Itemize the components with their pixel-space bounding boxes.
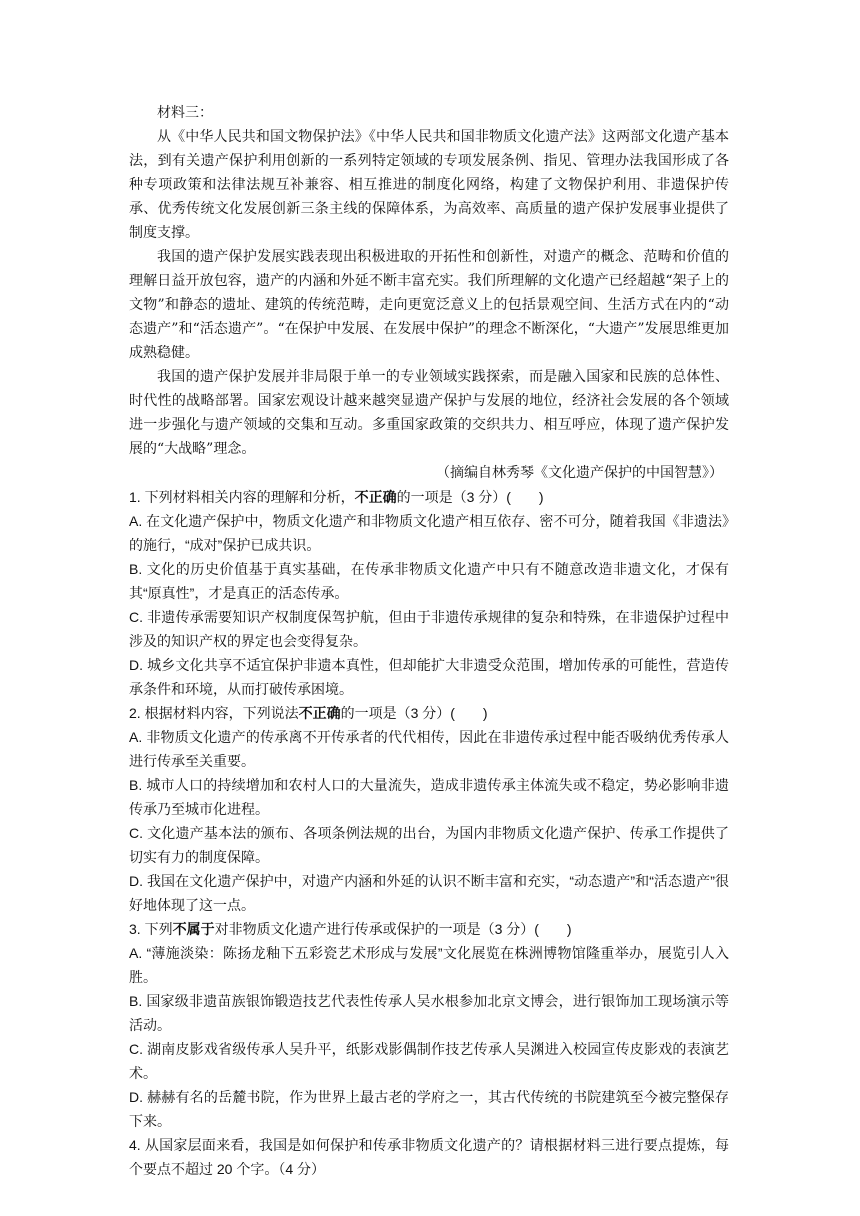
material-paragraph-1: 从《中华人民共和国文物保护法》《中华人民共和国非物质文化遗产法》这两部文化遗产基本法，到有关遗产保护利用创新的一系列特定领域的专项发展条例、指见、管理办法我国形成了各种专项政策和法律法规互补兼容、相互推进的制度化网络，构建了文物保护利用、非遗保护传承、优秀传统文化发展创新三条主线的保障体系，为高效率、高质量的遗产保护发展事业提供了制度支撑。 [129,129,729,241]
question-2-stem-emphasis: 不正确 [298,705,341,721]
question-1-option-d: D. 城乡文化共享不适宜保护非遗本真性，但却能扩大非遗受众范围，增加传承的可能性，营造传承条件和环境，从而打破传承困境。 [129,657,729,697]
material-paragraph-3: 我国的遗产保护发展并非局限于单一的专业领域实践探索，而是融入国家和民族的总体性、时代性的战略部署。国家宏观设计越来越突显遗产保护与发展的地位，经济社会发展的各个领域进一步强化与遗产领域的交集和互动。多重国家政策的交织共力、相互呼应，体现了遗产保护发展的“大战略”理念。 [129,369,729,457]
material-source: （摘编自林秀琴《文化遗产保护的中国智慧》） [436,465,723,481]
material-paragraph-2: 我国的遗产保护发展实践表现出积极进取的开拓性和创新性，对遗产的概念、范畴和价值的理解日益开放包容，遗产的内涵和外延不断丰富充实。我们所理解的文化遗产已经超越“架子上的文物”和静态的遗址、建筑的传统范畴，走向更宽泛意义上的包括景观空间、生活方式在内的“动态遗产”和“活态遗产”。“在保护中发展、在发展中保护”的理念不断深化，“大遗产”发展思维更加成熟稳健。 [129,249,729,361]
question-2-stem [129,701,729,725]
question-4-stem: 4. 从国家层面来看，我国是如何保护和传承非物质文化遗产的？请根据材料三进行要点提炼，每个要点不超过 20 个字。（4 分） [129,1137,729,1177]
question-1-option-c: C. 非遗传承需要知识产权制度保驾护航，但由于非遗传承规律的复杂和特殊，在非遗保护过程中涉及的知识产权的界定也会变得复杂。 [129,609,729,649]
question-3-stem [129,917,729,941]
question-2-option-a: A. 非物质文化遗产的传承离不开传承者的代代相传，因此在非遗传承过程中能否吸纳优秀传承人进行传承至关重要。 [129,729,729,769]
question-2-option-d: D. 我国在文化遗产保护中，对遗产内涵和外延的认识不断丰富和充实，“动态遗产”和“活态遗产”很好地体现了这一点。 [129,873,729,913]
question-3-option-d: D. 赫赫有名的岳麓书院，作为世界上最古老的学府之一，其古代传统的书院建筑至今被完整保存下来。 [129,1089,729,1129]
question-2-option-b: B. 城市人口的持续增加和农村人口的大量流失，造成非遗传承主体流失或不稳定，势必影响非遗传承乃至城市化进程。 [129,777,729,817]
question-2-option-c: C. 文化遗产基本法的颁布、各项条例法规的出台，为国内非物质文化遗产保护、传承工作提供了切实有力的制度保障。 [129,825,729,865]
question-2-stem-pre: 2. 根据材料内容，下列说法 [129,705,299,721]
document-content [129,101,729,1181]
question-3-option-a: A. “薄施淡染：陈扬龙釉下五彩瓷艺术形成与发展”文化展览在株洲博物馆隆重举办，展览引人入胜。 [129,945,729,985]
question-1-stem-post: 的一项是（3 分）( ) [396,489,544,505]
question-3-option-b: B. 国家级非遗苗族银饰锻造技艺代表性传承人吴水根参加北京文博会，进行银饰加工现场演示等活动。 [129,993,729,1033]
question-1-option-b: B. 文化的历史价值基于真实基础，在传承非物质文化遗产中只有不随意改造非遗文化，才保有其“原真性”，才是真正的活态传承。 [129,561,729,601]
question-1-stem [129,485,729,509]
question-1-option-a: A. 在文化遗产保护中，物质文化遗产和非物质文化遗产相互依存、密不可分，随着我国《非遗法》的施行，“成对”保护已成共识。 [129,513,729,553]
material-heading: 材料三： [157,105,213,121]
question-1-stem-emphasis: 不正确 [354,489,397,505]
question-2-stem-post: 的一项是（3 分）( ) [340,705,488,721]
question-3-stem-post: 对非物质文化遗产进行传承或保护的一项是（3 分）( ) [214,921,572,937]
question-3-stem-pre: 3. 下列 [129,921,173,937]
question-3-stem-emphasis: 不属于 [172,921,215,937]
question-1-stem-pre: 1. 下列材料相关内容的理解和分析， [129,489,355,505]
question-3-option-c: C. 湖南皮影戏省级传承人吴升平，纸影戏影偶制作技艺传承人吴渊进入校园宣传皮影戏的表演艺术。 [129,1041,729,1081]
